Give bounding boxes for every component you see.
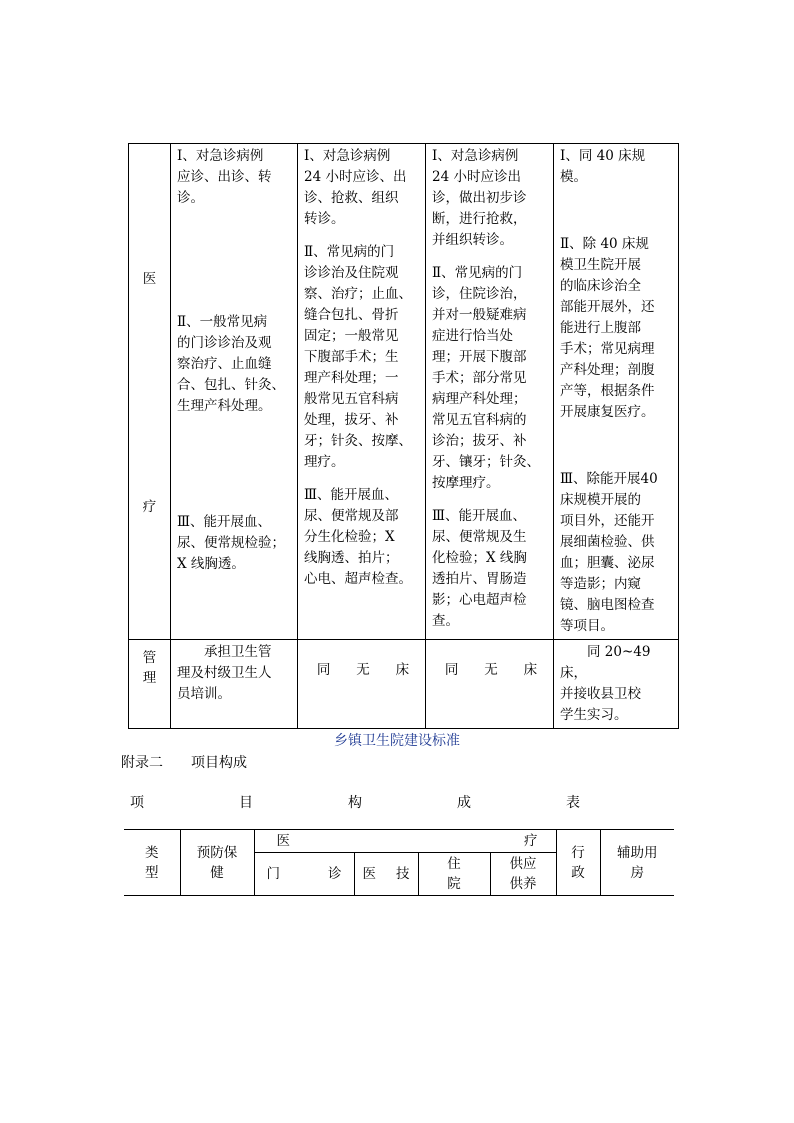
medtech-header xyxy=(354,853,418,896)
medical-label-cell xyxy=(129,144,171,640)
outpatient-char-2: 诊 xyxy=(328,866,342,882)
section-caption: 乡镇卫生院建设标准 xyxy=(334,733,460,749)
management-label: 管 理 xyxy=(129,640,171,729)
mgmt-col2-bed: 床 xyxy=(395,662,410,678)
medtech-char-2: 技 xyxy=(396,866,410,882)
prevention-header: 预防保 健 xyxy=(180,830,254,896)
scale-col-4 xyxy=(554,144,679,640)
mgmt-col3-bed: 床 xyxy=(523,662,538,678)
col3-item-2: Ⅱ、常见病的门 诊，住院诊治， 并对一般疑难病 症进行恰当处 理；开展下腹部 手术；部分常见 病理产科处理； 常见五官科病的 诊治；拔牙、补 牙、镶牙；针灸、 按摩理疗。 xyxy=(432,265,540,491)
sub-header-row-1 xyxy=(124,830,674,853)
medical-row xyxy=(129,144,679,640)
col1-item-3: Ⅲ、能开展血、 尿、便常规检验； X 线胸透。 xyxy=(177,514,285,572)
mgmt-col-3 xyxy=(426,640,554,729)
mgmt-col2-none: 无 xyxy=(356,662,370,678)
inpatient-header: 住 院 xyxy=(418,853,490,896)
table-title-char-4: 成 xyxy=(457,795,471,811)
col3-item-3: Ⅲ、能开展血、 尿、便常规及生 化检验；X 线胸 透拍片、胃肠造 影；心电超声检 查。 xyxy=(432,508,527,629)
medical-label-liao: 疗 xyxy=(142,499,157,515)
admin-header: 行 政 xyxy=(556,830,600,896)
medtech-char-1: 医 xyxy=(362,866,376,882)
col1-item-2: Ⅱ、一般常见病 的门诊诊治及观 察治疗、止血缝 合、包扎、针灸、 生理产科处理。 xyxy=(177,314,285,414)
scale-col-2 xyxy=(298,144,426,640)
col1-item-1: Ⅰ、对急诊病例 应诊、出诊、转 诊。 xyxy=(177,148,272,206)
mgmt-col2-same: 同 xyxy=(316,662,331,678)
appendix-label: 附录二 xyxy=(121,755,163,771)
col4-item-3: Ⅲ、除能开展40 床规模开展的 项目外，还能开 展细菌检验、供 血；胆囊、泌尿 等造影；内窥 镜、脑电图检查 等项目。 xyxy=(560,471,658,634)
scale-col-1 xyxy=(171,144,298,640)
medical-label-yi: 医 xyxy=(142,271,157,287)
table-title-char-2: 目 xyxy=(239,795,253,811)
table-title-char-5: 表 xyxy=(566,795,580,811)
appendix-title: 项目构成 xyxy=(191,755,247,771)
mgmt-col3-same: 同 xyxy=(444,662,459,678)
appendix-heading xyxy=(121,752,247,772)
management-row xyxy=(129,640,679,729)
supply-header: 供应 供养 xyxy=(490,853,556,896)
outpatient-char-1: 门 xyxy=(266,866,280,882)
table-title xyxy=(130,792,580,812)
table-title-char-1: 项 xyxy=(130,795,144,811)
project-composition-table xyxy=(124,829,674,896)
mgmt-col-4: 同 20~49 床， 并接收县卫校 学生实习。 xyxy=(554,640,679,729)
mgmt-col-2 xyxy=(298,640,426,729)
service-standards-table xyxy=(128,143,679,729)
mgmt-col-1: 承担卫生管 理及村级卫生人 员培训。 xyxy=(171,640,298,729)
col2-item-3: Ⅲ、能开展血、 尿、便常规及部 分生化检验；X 线胸透、拍片； 心电、超声检查。 xyxy=(304,487,412,587)
medical-group-liao: 疗 xyxy=(524,833,538,849)
scale-col-3 xyxy=(426,144,554,640)
type-header: 类 型 xyxy=(124,830,180,896)
table-title-char-3: 构 xyxy=(348,795,362,811)
col4-item-2: Ⅱ、除 40 床规 模卫生院开展 的临床诊治全 部能开展外，还 能进行上腹部 手术；常见病理 产科处理；剖腹 产等，根据条件 开展康复医疗。 xyxy=(560,236,655,420)
col2-item-2: Ⅱ、常见病的门 诊诊治及住院观 察、治疗；止血、 缝合包扎、骨折 固定；一般常见 下腹部手术；生 理产科处理；一 般常见五官科病 处理，拔牙、补 牙；针灸、按摩、 理疗。 xyxy=(304,244,412,470)
medical-group-header xyxy=(254,830,556,853)
col4-item-1: Ⅰ、同 40 床规 模。 xyxy=(560,148,646,185)
medical-group-yi: 医 xyxy=(276,833,290,849)
col3-item-1: Ⅰ、对急诊病例 24 小时应诊出 诊，做出初步诊 断，进行抢救， 并组织转诊。 xyxy=(432,148,527,248)
col2-item-1: Ⅰ、对急诊病例 24 小时应诊、出 诊、抢救、组织 转诊。 xyxy=(304,148,407,227)
aux-rooms-header: 辅助用 房 xyxy=(600,830,674,896)
mgmt-col3-none: 无 xyxy=(484,662,498,678)
outpatient-header xyxy=(254,853,354,896)
